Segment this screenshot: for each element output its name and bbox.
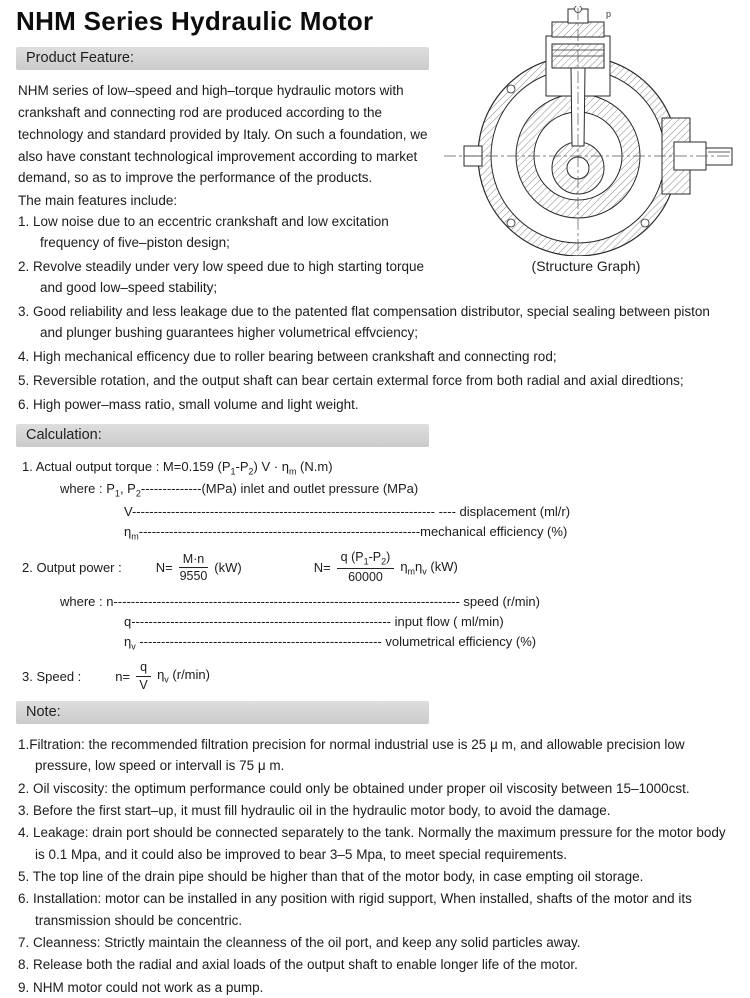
calculation-header-label: Calculation:	[26, 426, 102, 443]
subscript: v	[422, 566, 427, 577]
formula-token: N=	[313, 559, 331, 575]
subscript: m	[407, 566, 416, 577]
note-item-4: 4. Leakage: drain port should be connected separately to the tank. Normally the maximum pressure for the motor body is 0.1 Mpa, and it could also be improved to bear 3–5 Mpa, to meet special requirements.	[18, 825, 726, 862]
calc-power-where-2	[124, 614, 734, 629]
structure-graph-caption: (Structure Graph)	[531, 258, 641, 274]
calc-torque-where-2	[124, 504, 734, 519]
formula-token: η	[415, 558, 423, 574]
formula-token: where : P	[60, 481, 115, 497]
fraction-numerator: q	[136, 660, 151, 676]
formula-token: q (P	[340, 550, 364, 565]
formula-token: η	[124, 633, 132, 649]
formula-token-group	[157, 667, 210, 685]
formula-token: (r/min)	[168, 667, 210, 683]
section-header-calculation	[16, 424, 429, 447]
subscript: m	[288, 466, 297, 477]
calc-power-where-1	[60, 594, 734, 609]
note-item-6: 6. Installation: motor can be installed in any position with rigid support, When installed, shafts of the motor and its transmission should be concentric.	[18, 891, 692, 928]
feature-item-1: 1. Low noise due to an eccentric crankshaft and low excitation frequency of five–piston design;	[18, 214, 389, 251]
structure-graph-drawing	[438, 6, 734, 256]
fraction-denominator: 9550	[179, 568, 208, 583]
fraction-numerator: M·n	[179, 552, 209, 568]
calc-power-where-3	[124, 634, 734, 652]
formula-token: η	[157, 667, 165, 683]
calculation-section	[22, 459, 734, 692]
formula-token: -------------------------------------------------------- volumetrical efficiency (%)	[135, 633, 537, 649]
section-header-product-feature	[16, 47, 429, 70]
formula-token: ) V · η	[253, 458, 289, 474]
subscript: 2	[381, 556, 387, 567]
feature-item-4: 4. High mechanical efficency due to roller bearing between crankshaft and connecting rod;	[18, 348, 557, 364]
subscript: 1	[114, 488, 120, 499]
calc-torque-formula	[22, 459, 734, 477]
subscript: 2	[135, 488, 141, 499]
fraction-denominator: 60000	[348, 570, 383, 585]
formula-token: V---------------------------------------------------------------------- ---- displacement (ml/r)	[124, 503, 571, 519]
formula-token: -----------------------------------------------------------------mechanical efficiency (%)	[138, 523, 568, 539]
formula-token: (kW)	[214, 559, 242, 575]
formula-token: N=	[155, 559, 173, 575]
fraction	[136, 660, 151, 692]
note-item-1: 1.Filtration: the recommended filtration precision for normal industrial use is 25 μ m, and allowable precision low pressure, low speed or intervall is 75 μ m.	[18, 736, 685, 774]
note-item-3: 3. Before the first start–up, it must fill hydraulic oil in the hydraulic motor body, to avoid the damage.	[18, 802, 611, 818]
formula-token: (kW)	[426, 558, 458, 574]
formula-token: --------------(MPa) inlet and outlet pressure (MPa)	[140, 481, 419, 497]
formula-token: n=	[115, 668, 131, 684]
note-item-5: 5. The top line of the drain pipe should be higher than that of the motor body, in case empting oil storage.	[18, 868, 644, 884]
subscript: 2	[248, 466, 254, 477]
section-header-note	[16, 701, 429, 724]
formula-token: 1. Actual output torque : M=0.159 (P	[22, 458, 231, 474]
calc-torque-where-1	[60, 481, 734, 499]
subscript: 1	[363, 556, 369, 567]
formula-token: )	[386, 550, 391, 565]
intro-paragraph: NHM series of low–speed and high–torque hydraulic motors with crankshaft and connecting rod are produced according to the technology and standard provided by Italy. On such a foundation, we also have constant technological improvement according to market demand, so as to improve the performance of the products.	[18, 83, 428, 186]
calc-torque-where-3	[124, 524, 734, 542]
power-formula-2	[314, 550, 458, 584]
calc-speed-formula	[22, 660, 734, 692]
feature-item-5: 5. Reversible rotation, and the output shaft can bear certain extermal force from both radial and axial diredtions;	[18, 372, 684, 388]
formula-token: η	[124, 523, 132, 539]
fraction	[337, 550, 395, 584]
subscript: 1	[230, 466, 236, 477]
note-item-7: 7. Cleanness: Strictly maintain the cleanness of the oil port, and keep any solid particles away.	[18, 934, 581, 950]
speed-formula	[115, 660, 210, 692]
feature-item-6: 6. High power–mass ratio, small volume and light weight.	[18, 396, 359, 412]
note-item-2: 2. Oil viscosity: the optimum performance could only be obtained under proper oil viscosity between 15–1000cst.	[18, 780, 690, 796]
subscript: v	[164, 674, 169, 685]
feature-item-2: 2. Revolve steadily under very low speed due to high starting torque and good low–speed stability;	[18, 259, 424, 296]
fraction	[179, 552, 209, 584]
note-header-label: Note:	[26, 703, 61, 720]
formula-token: -P	[235, 458, 249, 474]
fraction-numerator	[337, 550, 395, 569]
formula-token: -P	[368, 550, 382, 565]
formula-token: where : n-------------------------------------------------------------------------------- speed (r/min)	[60, 593, 540, 609]
calc-power-formula	[22, 550, 734, 584]
main-features-label: The main features include:	[18, 193, 178, 209]
formula-token: , P	[119, 481, 136, 497]
structure-graph-figure	[438, 6, 734, 274]
formula-token: η	[400, 558, 408, 574]
formula-token: q------------------------------------------------------------ input flow ( ml/min)	[124, 613, 504, 629]
power-label: 2. Output power :	[22, 559, 122, 575]
formula-token-group	[400, 559, 458, 577]
subscript: m	[131, 531, 139, 542]
page-title: NHM Series Hydraulic Motor	[16, 6, 374, 36]
subscript: v	[131, 641, 136, 652]
speed-label: 3. Speed :	[22, 668, 82, 684]
figure-p-label: p	[606, 9, 612, 19]
feature-item-3: 3. Good reliability and less leakage due to the patented flat compensation distributor, special sealing between piston and plunger bushing guarantees higher volumetrical effvciency;	[18, 303, 710, 340]
notes-list	[18, 734, 734, 998]
product-feature-header-label: Product Feature:	[26, 50, 134, 66]
note-item-9: 9. NHM motor could not work as a pump.	[18, 979, 264, 995]
fraction-denominator: V	[139, 677, 148, 692]
formula-token: (N.m)	[296, 458, 333, 474]
power-formula-1	[156, 552, 242, 584]
note-item-8: 8. Release both the radial and axial loads of the output shaft to enable longer life of the motor.	[18, 957, 578, 973]
